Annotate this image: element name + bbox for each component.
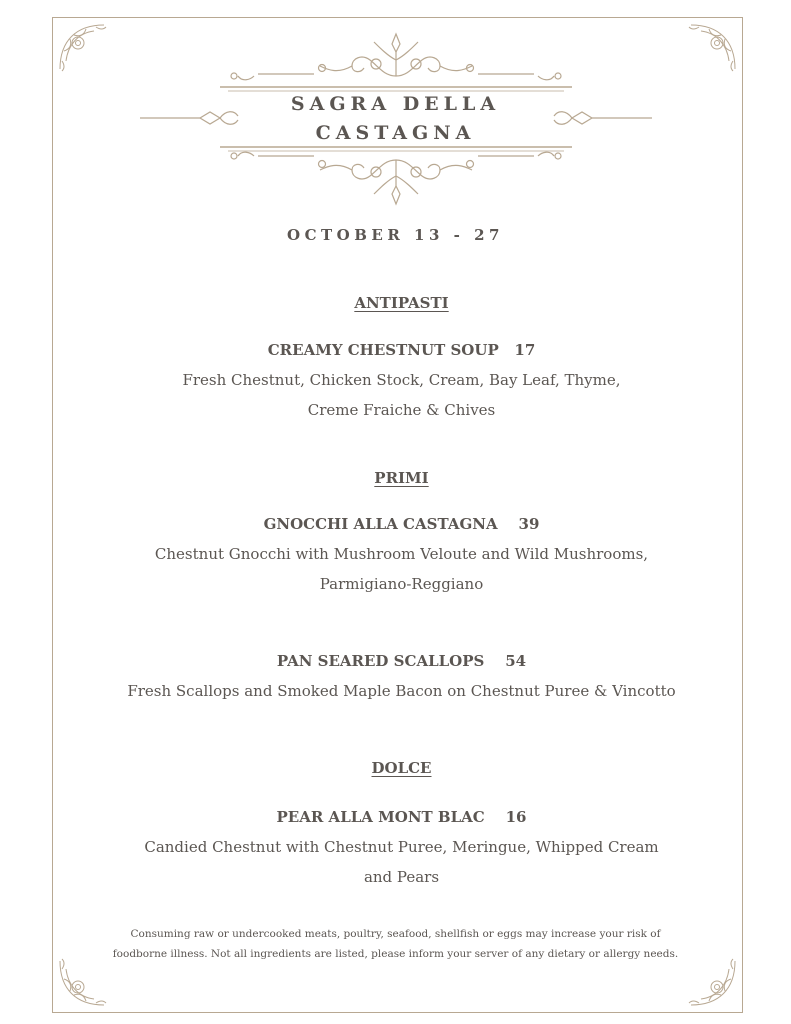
menu-item-description: Fresh Chestnut, Chicken Stock, Cream, Bay Leaf, Thyme, Creme Fraiche & Chives — [182, 371, 621, 419]
menu-item-name: GNOCCHI ALLA CASTAGNA 39 — [263, 515, 540, 533]
corner-flourish-bottom-left — [56, 957, 108, 1009]
menu-item-price: 54 — [505, 652, 527, 670]
menu-item-description: Chestnut Gnocchi with Mushroom Veloute and Wild Mushrooms, Parmigiano-Reggiano — [154, 545, 649, 593]
menu-item-price: 16 — [505, 808, 527, 826]
corner-flourish-bottom-right — [687, 957, 739, 1009]
menu-item-description: Fresh Scallops and Smoked Maple Bacon on Chestnut Puree & Vincotto — [127, 682, 676, 700]
event-dates: OCTOBER 13 - 27 — [287, 226, 504, 244]
menu-item-description: Candied Chestnut with Chestnut Puree, Meringue, Whipped Cream and Pears — [144, 838, 659, 886]
section-title-primi: PRIMI — [374, 469, 429, 487]
corner-flourish-top-left — [56, 21, 108, 73]
menu-item-name: PEAR ALLA MONT BLAC 16 — [276, 808, 527, 826]
menu-item-price: 39 — [518, 515, 540, 533]
menu-item-price: 17 — [514, 341, 536, 359]
section-title-dolce: DOLCE — [371, 759, 432, 777]
section-title-antipasti: ANTIPASTI — [354, 294, 449, 312]
corner-flourish-top-right — [687, 21, 739, 73]
menu-item-name: CREAMY CHESTNUT SOUP 17 — [267, 341, 536, 359]
health-disclaimer: Consuming raw or undercooked meats, poultry, seafood, shellfish or eggs may increase your risk of foodborne illness. Not all ingredients are listed, please inform your server of any dietary or allergy needs. — [112, 928, 679, 960]
menu-title-line-1: SAGRA DELLA — [290, 93, 501, 115]
menu-title-line-2: CASTAGNA — [315, 122, 476, 144]
menu-item-name: PAN SEARED SCALLOPS 54 — [276, 652, 527, 670]
title-ornament — [138, 30, 654, 208]
